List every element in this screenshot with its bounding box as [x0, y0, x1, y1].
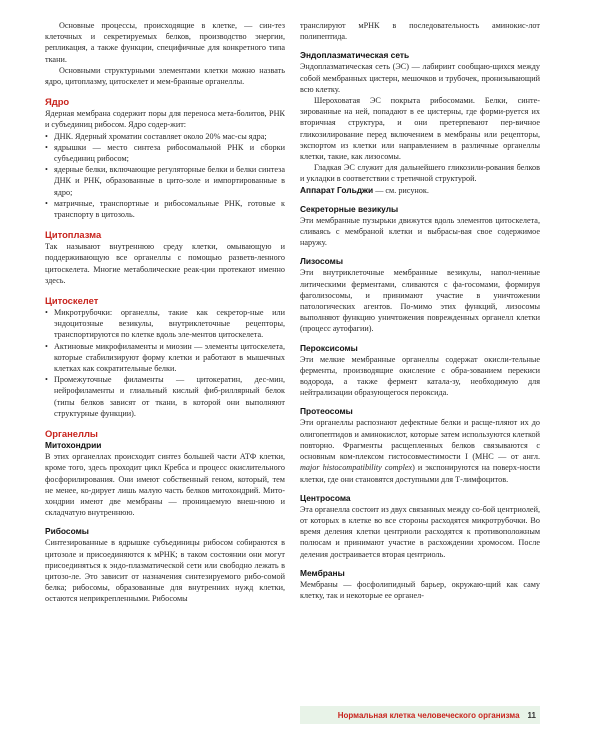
page-footer [300, 706, 540, 724]
cytoskeleton-list [45, 307, 285, 419]
golgi-heading: Аппарат Гольджи [300, 184, 374, 195]
nucleus-heading: Ядро [45, 96, 70, 108]
left-column [45, 20, 285, 605]
list-item: • ДНК. Ядерный хроматин составляет около 20% мас-сы ядра; [45, 131, 285, 142]
proteasomes-text-b: ) и экспонируются на поверх-ности клетки, где они становятся доступными для Т-лимфоцитов. [300, 463, 540, 484]
right-column [300, 20, 540, 601]
centrosome-text: Эта органелла состоит из двух связанных между со-бой центриолей, от которых в клетке во все стороны расходятся микротрубочки. Во время деления клетки центриоли расходятся к противоположным полюсам и принимают участие в расхождении хромосом. После деления достраивается вторая центриоль. [300, 504, 540, 559]
list-item: • Актиновые микрофиламенты и миозин — элементы цитоскелета, которые стабилизируют форму клетки и работают в мышечных клетках как сократительные белки. [45, 341, 285, 375]
lysosomes-heading: Лизосомы [300, 256, 343, 267]
lysosomes-text: Эти внутриклеточные мембранные везикулы, напол-ненные литическими ферментами, сливаются с фа-госомами, формируя фаголизосомы, и принимают участие в уничтожении патологических агентов. По-мимо этих функций, лизосомы выполняют функцию уничтожения поврежденных органелл клетки (процесс аутофагии). [300, 268, 540, 334]
cytoplasm-heading: Цитоплазма [45, 229, 102, 241]
golgi-text: — см. рисунок. [373, 185, 429, 195]
mitochondria-heading: Митохондрии [45, 440, 102, 451]
proteasomes-text-italic: major histocompatibility complex [300, 463, 413, 473]
proteasomes-heading: Протеосомы [300, 406, 353, 417]
cytoskeleton-section [45, 295, 285, 419]
organelles-heading: Органеллы [45, 428, 98, 440]
er-text: Эндоплазматическая сеть (ЭС) — лабиринт сообщаю-щихся между собой мембранных цистерн, мешочков и трубочек, пронизывающий всю клетку. [300, 62, 540, 94]
list-item: • ядерные белки, включающие регуляторные белки и белки синтеза ДНК и РНК, образованные в цито-золе и импортированные в ядро; [45, 164, 285, 198]
nucleus-list [45, 131, 285, 221]
intro-paragraph-1: Основные процессы, происходящие в клетке, — син-тез клеточных и секретируемых белков, производство энергии, репликация, а также функции, специфичные для конкретного типа ткани. [45, 21, 285, 64]
er-text-smooth: Гладкая ЭС служит для дальнейшего гликозили-рования белков и укладки в соответствии с третичной структурой. [300, 163, 540, 184]
list-item: • Промежуточные филаменты — цитокератин, дес-мин, нейрофиламенты и глиальный кислый фиб-риллярный белок (типы белков зависят от ткани, в которой они выполняют структурные функции). [45, 374, 285, 419]
ribosomes-text-continued: транслируют мРНК в последовательность аминокис-лот полипептида. [300, 21, 540, 42]
er-heading: Эндоплазматическая сеть [300, 50, 410, 61]
page-number: 11 [527, 710, 536, 720]
cytoplasm-section [45, 229, 285, 286]
ribosomes-text: Синтезированные в ядрышке субъединицы рибосом собираются в цитозоле и присоединяются к мРНК; в таком состоянии они могут присоединяться к эндо-плазматической сети или свободно лежать в цитозо-ле. Это зависит от назначения синтезируемого рибо-сомой белка; рибосомы, образованные для внутренних нужд клетки, остаются неприкрепленными. Рибосомы [45, 538, 285, 604]
nucleus-text: Ядерная мембрана содержит поры для переноса мета-болитов, РНК и субъединиц рибосом. Ядро содер-жит: [45, 109, 285, 130]
ribosomes-heading: Рибосомы [45, 526, 89, 537]
cytoskeleton-heading: Цитоскелет [45, 295, 99, 307]
list-item: • Микротрубочки: органеллы, такие как секретор-ные или эндоцитозные везикулы, внутриклеточные рецепторы, транспортируются по клетке вдоль эле-ментов цитоскелета. [45, 307, 285, 341]
footer-title: Нормальная клетка человеческого организма [337, 710, 520, 720]
membranes-heading: Мембраны [300, 567, 345, 578]
er-text-rough: Шероховатая ЭС покрыта рибосомами. Белки, синте-зированные на ней, попадают в ее цистерны, где форми-руется их вторичная структура, и они претерпевают пер-вичное гликозилирование перед включением в мембраны или рецепторы, экспортом из клетки или направлением в различные органеллы клетки, такие, как лизосомы. [300, 96, 540, 162]
nucleus-section [45, 96, 285, 220]
membranes-text: Мембраны — фосфолипидный барьер, окружаю-щий как саму клетку, так и некоторые ее органел- [300, 579, 540, 600]
mitochondria-text: В этих органеллах происходит синтез большей части АТФ клетки, кроме того, здесь проходит цикл Кребса и процесс окислительного фосфорилирования. Они имеют собственный геном, который, тем не менее, ко-дирует лишь малую часть белков митохондрий. Мито-хондрии имеют две мембраны — проницаемую внеш-нюю и складчатую внутреннюю. [45, 452, 285, 518]
proteasomes-text [300, 417, 540, 484]
secretory-vesicles-text: Эти мембранные пузырьки движутся вдоль элементов цитоскелета, сливаясь с мембраной клетки и выбрасы-вая свое содержимое наружу. [300, 215, 540, 248]
list-item: • матричные, транспортные и рибосомальные РНК, готовые к транспорту в цитозоль. [45, 198, 285, 220]
proteasomes-text-a: Эти органеллы распознают дефектные белки и расще-пляют их до олигопептидов и аминокислот, которые затем используются клеткой повторно. Фрагменты расщепленных белков связываются с основным ком-плексом гистосовместимости I (МНС — от англ. [300, 418, 540, 462]
golgi-line [300, 185, 540, 196]
peroxisomes-text: Эти мелкие мембранные органеллы содержат окисли-тельные ферменты, производящие окисление с обра-зованием перекиси водорода, а также фермент катала-зу, необходимую для нейтрализации образующегося пероксида. [300, 354, 540, 398]
organelles-section [45, 428, 285, 604]
intro-paragraph-2: Основными структурными элементами клетки можно назвать ядро, цитоплазму, цитоскелет и мем-бранные органеллы. [45, 65, 285, 87]
list-item: • ядрышки — место синтеза рибосомальной РНК и сборки субъединиц рибосом; [45, 142, 285, 164]
peroxisomes-heading: Пероксисомы [300, 342, 358, 353]
secretory-vesicles-heading: Секреторные везикулы [300, 203, 399, 214]
centrosome-heading: Центросома [300, 492, 351, 503]
cytoplasm-text: Так называют внутреннюю среду клетки, омывающую и поддерживающую все органеллы с помощью разветв-ленного цитоскелета. Многие метаболические реак-ции протекают именно здесь. [45, 242, 285, 285]
